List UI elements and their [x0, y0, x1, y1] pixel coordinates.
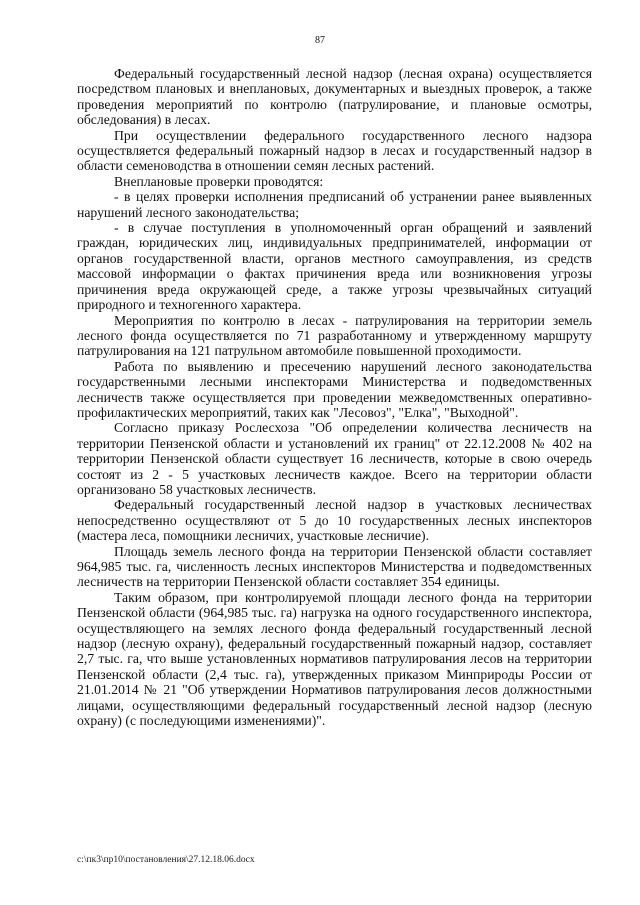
paragraph: Федеральный государственный лесной надзор (лесная охрана) осуществляется посредством плановых и внеплановых, документарных и выездных проверок, а также проведения мероприятий по контролю (патрулирование, и плановые осмотры, обследования) в лесах.	[77, 66, 592, 128]
page-number: 87	[315, 35, 325, 46]
document-body	[77, 66, 592, 728]
paragraph: Федеральный государственный лесной надзор в участковых лесничествах непосредственно осуществляют от 5 до 10 государственных лесных инспекторов (мастера леса, помощники лесничих, участковые лесничие).	[77, 497, 592, 544]
paragraph: Внеплановые проверки проводятся:	[114, 173, 324, 189]
paragraph: Работа по выявлению и пресечению нарушений лесного законодательства государственными лесными инспекторами Министерства и подведомственных лесничеств также осуществляется при проведении межведомственных оперативно-профилактических мероприятий, таких как "Лесовоз", "Елка", "Выходной".	[77, 358, 592, 420]
list-item: - в случае поступления в уполномоченный орган обращений и заявлений граждан, юридических лиц, индивидуальных предпринимателей, информации от органов государственной власти, органов местного самоуправления, из средств массовой информации о фактах причинения вреда или возникновения угрозы причинения вреда окружающей среде, а также угрозы чрезвычайных ситуаций природного и техногенного характера.	[77, 220, 592, 313]
paragraph: Согласно приказу Рослесхоза "Об определении количества лесничеств на территории Пензенской области и установлений их границ" от 22.12.2008 № 402 на территории Пензенской области существует 16 лесничеств, которые в свою очередь состоят из 2 - 5 участковых лесничеств каждое. Всего на территории области организовано 58 участковых лесничеств.	[77, 420, 592, 497]
footer-file-path: c:\пк3\пр10\постановления\27.12.18.06.docx	[77, 855, 255, 865]
paragraph: Мероприятия по контролю в лесах - патрулирования на территории земель лесного фонда осуществляется по 71 разработанному и утвержденному маршруту патрулирования на 121 патрульном автомобиле повышенной проходимости.	[77, 312, 592, 359]
list-item: - в целях проверки исполнения предписаний об устранении ранее выявленных нарушений лесного законодательства;	[77, 189, 592, 220]
paragraph: При осуществлении федерального государственного лесного надзора осуществляется федеральный пожарный надзор в лесах и государственный надзор в области семеноводства в отношении семян лесных растений.	[77, 127, 592, 174]
paragraph: Таким образом, при контролируемой площади лесного фонда на территории Пензенской области (964,985 тыс. га) нагрузка на одного государственного инспектора, осуществляющего на землях лесного фонда федеральный государственный лесной надзор (лесную охрану), федеральный государственный пожарный надзор, составляет 2,7 тыс. га, что выше установленных нормативов патрулирования лесов на территории Пензенской области (2,4 тыс. га), утвержденных приказом Минприроды России от 21.01.2014 № 21 "Об утверждении Нормативов патрулирования лесов должностными лицами, осуществляющими федеральный государственный лесной надзор (лесную охрану) (с последующими изменениями)".	[77, 589, 592, 729]
paragraph: Площадь земель лесного фонда на территории Пензенской области составляет 964,985 тыс. га, численность лесных инспекторов Министерства и подведомственных лесничеств на территории Пензенской области составляет 354 единицы.	[77, 543, 592, 590]
